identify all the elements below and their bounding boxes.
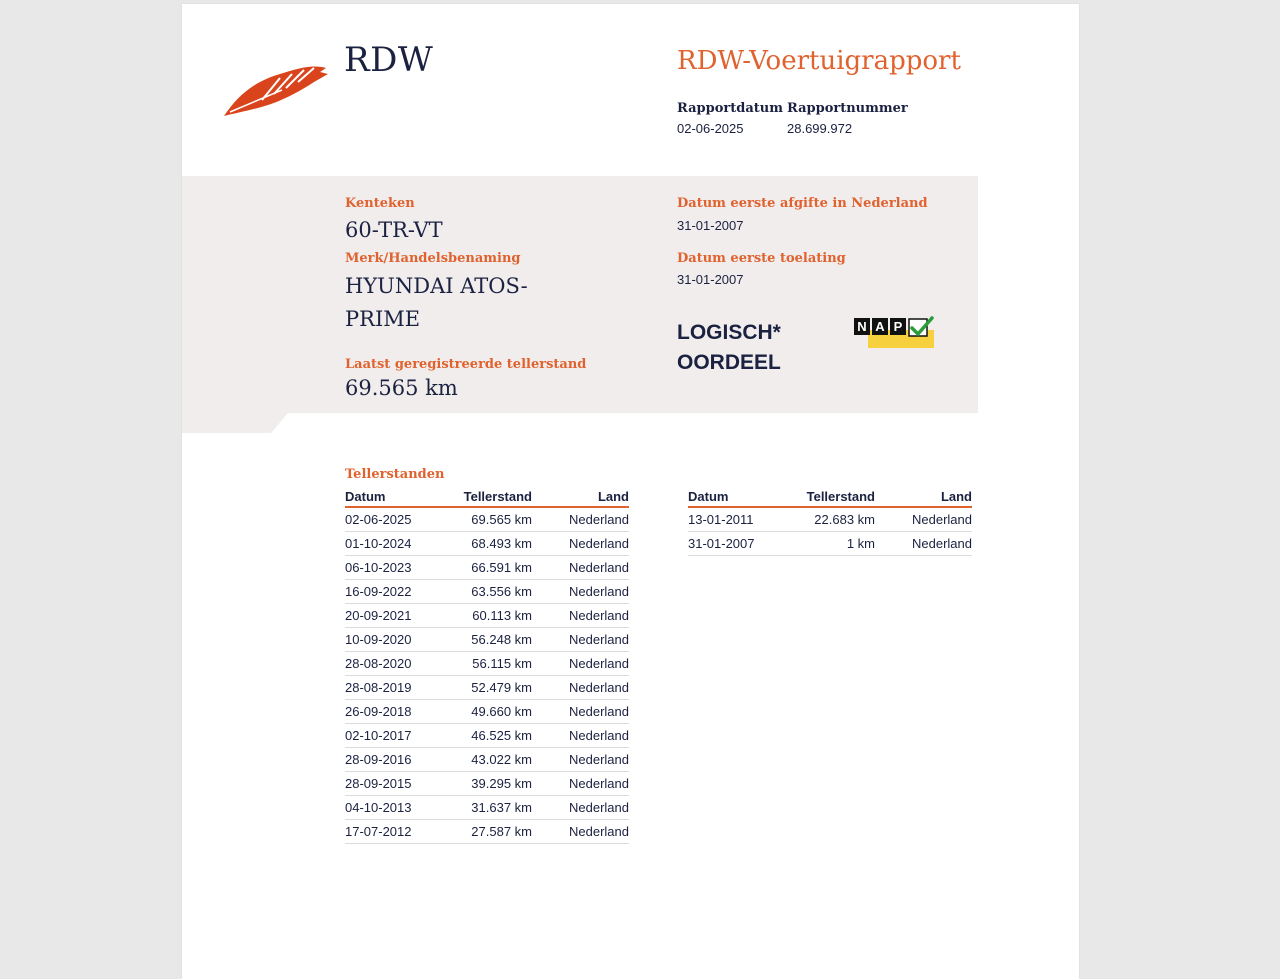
- table-row: [345, 772, 629, 796]
- verdict-line2: OORDEEL: [677, 351, 781, 374]
- cell-reading: 69.565 km: [441, 507, 532, 532]
- cell-date: 04-10-2013: [345, 796, 441, 820]
- col-header-date: Datum: [345, 488, 441, 507]
- cell-country: Nederland: [532, 580, 629, 604]
- cell-date: 02-10-2017: [345, 724, 441, 748]
- first-nl-label: Datum eerste afgifte in Nederland: [677, 196, 928, 211]
- table-row: [345, 604, 629, 628]
- make-label: Merk/Handelsbenaming: [345, 251, 521, 266]
- cell-date: 01-10-2024: [345, 532, 441, 556]
- cell-date: 28-08-2019: [345, 676, 441, 700]
- cell-reading: 49.660 km: [441, 700, 532, 724]
- odometer-section-title: Tellerstanden: [345, 467, 445, 482]
- nap-letter-p: P: [890, 318, 906, 335]
- cell-reading: 27.587 km: [441, 820, 532, 844]
- table-header-row: [345, 488, 629, 507]
- odometer-label: Laatst geregistreerde tellerstand: [345, 357, 587, 372]
- odometer-rows-right: [688, 507, 972, 556]
- cell-country: Nederland: [875, 532, 972, 556]
- odometer-table-left: [345, 488, 629, 844]
- table-row: [345, 796, 629, 820]
- table-row: [345, 748, 629, 772]
- table-row: [345, 507, 629, 532]
- report-title: RDW-Voertuigrapport: [677, 46, 961, 76]
- table-row: [345, 700, 629, 724]
- vehicle-summary-band: [182, 176, 978, 413]
- cell-date: 28-09-2015: [345, 772, 441, 796]
- nap-letter-n: N: [854, 318, 870, 335]
- cell-reading: 52.479 km: [441, 676, 532, 700]
- cell-date: 26-09-2018: [345, 700, 441, 724]
- cell-country: Nederland: [532, 796, 629, 820]
- table-row: [345, 724, 629, 748]
- cell-country: Nederland: [532, 820, 629, 844]
- col-header-date: Datum: [688, 488, 784, 507]
- cell-date: 10-09-2020: [345, 628, 441, 652]
- cell-reading: 1 km: [784, 532, 875, 556]
- cell-date: 16-09-2022: [345, 580, 441, 604]
- table-header-row: [688, 488, 972, 507]
- cell-country: Nederland: [532, 628, 629, 652]
- cell-country: Nederland: [532, 532, 629, 556]
- cell-date: 31-01-2007: [688, 532, 784, 556]
- cell-country: Nederland: [532, 676, 629, 700]
- rdw-logo-icon: [222, 60, 332, 120]
- table-row: [345, 556, 629, 580]
- cell-reading: 56.248 km: [441, 628, 532, 652]
- col-header-country: Land: [875, 488, 972, 507]
- table-row: [345, 532, 629, 556]
- table-row: [345, 580, 629, 604]
- cell-country: Nederland: [532, 748, 629, 772]
- odometer-value: 69.565 km: [345, 376, 458, 400]
- cell-country: Nederland: [532, 724, 629, 748]
- report-date-value: 02-06-2025: [677, 121, 744, 136]
- cell-reading: 68.493 km: [441, 532, 532, 556]
- cell-reading: 66.591 km: [441, 556, 532, 580]
- cell-reading: 22.683 km: [784, 507, 875, 532]
- cell-country: Nederland: [532, 604, 629, 628]
- cell-date: 13-01-2011: [688, 507, 784, 532]
- cell-country: Nederland: [532, 507, 629, 532]
- report-date-label: Rapportdatum: [677, 101, 783, 116]
- make-value-line1: HYUNDAI ATOS-: [345, 274, 528, 298]
- table-row: [345, 652, 629, 676]
- cell-date: 17-07-2012: [345, 820, 441, 844]
- nap-logo: [854, 316, 936, 350]
- check-icon: [908, 316, 934, 340]
- cell-date: 02-06-2025: [345, 507, 441, 532]
- table-row: [688, 532, 972, 556]
- table-row: [345, 628, 629, 652]
- cell-date: 28-08-2020: [345, 652, 441, 676]
- cell-reading: 60.113 km: [441, 604, 532, 628]
- cell-country: Nederland: [532, 700, 629, 724]
- verdict-line1: LOGISCH*: [677, 321, 781, 344]
- first-admission-value: 31-01-2007: [677, 272, 744, 287]
- cell-country: Nederland: [532, 652, 629, 676]
- report-page: [182, 4, 1079, 979]
- cell-date: 06-10-2023: [345, 556, 441, 580]
- cell-country: Nederland: [875, 507, 972, 532]
- report-date-block: [677, 101, 783, 136]
- table-row: [345, 676, 629, 700]
- plate-label: Kenteken: [345, 196, 415, 211]
- nap-letter-a: A: [872, 318, 888, 335]
- cell-country: Nederland: [532, 772, 629, 796]
- plate-value: 60-TR-VT: [345, 218, 443, 242]
- cell-reading: 46.525 km: [441, 724, 532, 748]
- cell-reading: 43.022 km: [441, 748, 532, 772]
- col-header-reading: Tellerstand: [441, 488, 532, 507]
- first-admission-label: Datum eerste toelating: [677, 251, 846, 266]
- report-number-block: [787, 101, 908, 136]
- brand-name: RDW: [344, 40, 434, 80]
- table-row: [688, 507, 972, 532]
- table-row: [345, 820, 629, 844]
- col-header-country: Land: [532, 488, 629, 507]
- cell-reading: 63.556 km: [441, 580, 532, 604]
- report-number-value: 28.699.972: [787, 121, 853, 136]
- band-notch: [182, 413, 288, 433]
- make-value-line2: PRIME: [345, 307, 421, 331]
- odometer-table-right: [688, 488, 972, 556]
- cell-reading: 31.637 km: [441, 796, 532, 820]
- cell-reading: 39.295 km: [441, 772, 532, 796]
- odometer-rows-left: [345, 507, 629, 844]
- cell-date: 20-09-2021: [345, 604, 441, 628]
- nap-verdict: [677, 318, 781, 378]
- col-header-reading: Tellerstand: [784, 488, 875, 507]
- cell-reading: 56.115 km: [441, 652, 532, 676]
- cell-date: 28-09-2016: [345, 748, 441, 772]
- first-nl-value: 31-01-2007: [677, 218, 744, 233]
- report-number-label: Rapportnummer: [787, 101, 908, 116]
- cell-country: Nederland: [532, 556, 629, 580]
